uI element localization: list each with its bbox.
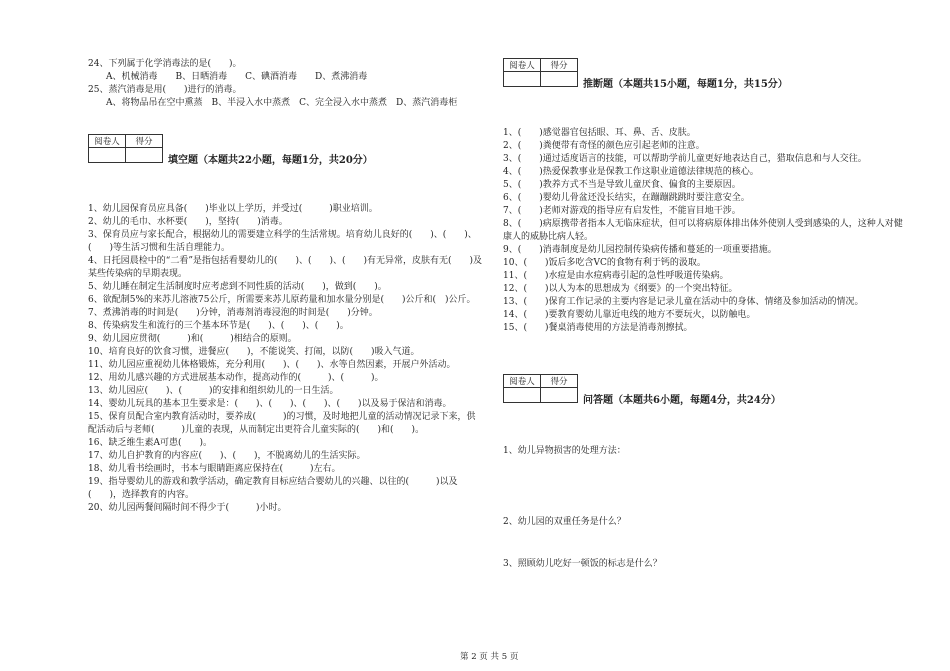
score-label: 得分 (541, 59, 578, 72)
judge-question: 6、( )婴幼儿骨盆还没长结实，在蹦蹦跳跳时要注意安全。 (503, 193, 750, 203)
judge-section-title: 推断题（本题共15小题，每题1分，共15分） (583, 79, 788, 90)
score-cell (541, 72, 578, 87)
score-table-judge (503, 58, 578, 87)
judge-question: 12、( )以人为本的思想成为《纲要》的一个突出特征。 (503, 284, 738, 294)
fill-question: 13、幼儿园应( )、( )的安排和组织幼儿的一日生活。 (88, 386, 339, 396)
qa-section-title: 问答题（本题共6小题，每题4分，共24分） (583, 395, 781, 406)
judge-question: 9、( )消毒制度是幼儿园控制传染病传播和蔓延的一项重要措施。 (503, 245, 777, 255)
judge-question: 5、( )教养方式不当是导致儿童厌食、偏食的主要原因。 (503, 180, 741, 190)
reviewer-label: 阅卷人 (89, 135, 126, 148)
fill-question: 3、保育员应与家长配合，根据幼儿的需要建立科学的生活常规。培育幼儿良好的( )、( )、( )等生活习惯和生活自理能力。 (88, 230, 477, 253)
qa-question: 2、幼儿园的双重任务是什么？ (503, 517, 626, 527)
fill-question: 18、幼儿看书绘画时，书本与眼睛距离应保持在( )左右。 (88, 464, 341, 474)
fill-question: 20、幼儿园两餐间隔时间不得少于( )小时。 (88, 503, 287, 513)
score-label: 得分 (126, 135, 163, 148)
judge-question: 4、( )热爱保教事业是保教工作这职业道德法律规范的核心。 (503, 167, 759, 177)
fill-question: 12、用幼儿感兴趣的方式进展基本动作，提高动作的( )、( )。 (88, 373, 384, 383)
fill-question: 16、缺乏维生素A可患( )。 (88, 438, 212, 448)
score-label: 得分 (541, 375, 578, 388)
question-25: 25、蒸汽消毒是用( )进行的消毒。 (88, 85, 242, 95)
fill-question: 1、幼儿园保育员应具备( )毕业以上学历，并受过( )职业培训。 (88, 204, 378, 214)
fill-question: 2、幼儿的毛巾、水杯要( )，坚持( )消毒。 (88, 217, 288, 227)
fill-questions (88, 203, 483, 515)
fill-question: 9、幼儿园应贯彻( )和( )相结合的原则。 (88, 334, 297, 344)
fill-section-title: 填空题（本题共22小题，每题1分，共20分） (168, 155, 373, 166)
question-25-options: A、将物品吊在空中熏蒸 B、半浸入水中蒸煮 C、完全浸入水中蒸煮 D、蒸汽消毒柜 (106, 98, 458, 108)
fill-question: 8、传染病发生和流行的三个基本环节是( )、( )、( )。 (88, 321, 349, 331)
question-24: 24、下列属于化学消毒法的是( )。 (88, 59, 242, 69)
fill-question: 15、保育员配合室内教育活动时，要养成( )的习惯，及时地把儿童的活动情况记录下来，供配活动后与老师( )儿童的表现，从而制定出更符合儿童实际的( )和( )。 (88, 412, 476, 435)
fill-question: 14、婴幼儿玩具的基本卫生要求是：( )、( )、( )、( )以及易于保洁和消毒。 (88, 399, 452, 409)
reviewer-cell (89, 148, 126, 163)
fill-question: 4、日托园晨检中的“二看”是指包括看婴幼儿的( )、( )、( )有无异常，皮肤有无( )及某些传染病的早期表现。 (88, 256, 483, 279)
reviewer-cell (504, 72, 541, 87)
judge-question: 15、( )餐桌消毒使用的方法是消毒剂擦拭。 (503, 323, 693, 333)
judge-question: 1、( )感觉器官包括眼、耳、鼻、舌、皮肤。 (503, 128, 696, 138)
fill-question: 19、指导婴幼儿的游戏和教学活动，确定教育目标应结合婴幼儿的兴趣、以往的( )以及( )，选择教育的内容。 (88, 477, 458, 500)
judge-question: 7、( )老师对游戏的指导应有启发性，不能盲目地干涉。 (503, 206, 741, 216)
fill-question: 7、煮沸消毒的时间是( )分钟，消毒剂消毒浸泡的时间是( )分钟。 (88, 308, 378, 318)
judge-question: 11、( )水痘是由水痘病毒引起的急性呼吸道传染病。 (503, 271, 729, 281)
judge-question: 8、( )病原携带者指本人无临床症状，但可以将病原体排出体外使别人受到感染的人，这种人对健康人的威胁比病人轻。 (503, 219, 903, 242)
page-footer: 第 2 页 共 5 页 (460, 652, 519, 662)
score-table-qa (503, 374, 578, 403)
judge-questions (503, 127, 903, 335)
qa-question: 3、照顾幼儿吃好一顿饭的标志是什么？ (503, 559, 662, 569)
fill-question: 6、欲配制5%的来苏儿溶液75公斤，所需要来苏儿原药量和加水量分别是( )公斤和( )公斤。 (88, 295, 476, 305)
reviewer-label: 阅卷人 (504, 375, 541, 388)
reviewer-label: 阅卷人 (504, 59, 541, 72)
score-cell (126, 148, 163, 163)
score-table-fill (88, 134, 163, 163)
fill-question: 5、幼儿睡在制定生活制度时应考虑到不同性质的活动( )，做到( )。 (88, 282, 387, 292)
score-cell (541, 388, 578, 403)
judge-question: 2、( )粪便带有奇怪的颜色应引起老师的注意。 (503, 141, 705, 151)
judge-question: 3、( )通过适度语言的技能，可以帮助学前儿童更好地表达自己，猎取信息和与人交往。 (503, 154, 867, 164)
fill-question: 11、幼儿园应重视幼儿体格锻炼，充分利用( )、( )、水等自然因素，开展户外活动。 (88, 360, 456, 370)
choice-questions (88, 58, 457, 110)
qa-question: 1、幼儿异物损害的处理方法： (503, 446, 626, 456)
question-24-options: A、机械消毒 B、日晒消毒 C、碘酒消毒 D、煮沸消毒 (106, 72, 368, 82)
judge-question: 10、( )饭后多吃含VC的食物有利于钙的汲取。 (503, 258, 706, 268)
judge-question: 14、( )要教育婴幼儿靠近电线的地方不要玩火，以防触电。 (503, 310, 756, 320)
reviewer-cell (504, 388, 541, 403)
fill-question: 17、幼儿自护教育的内容应( )、( )，不脱离幼儿的生活实际。 (88, 451, 366, 461)
judge-question: 13、( )保育工作记录的主要内容是记录儿童在活动中的身体、情绪及参加活动的情况。 (503, 297, 864, 307)
fill-question: 10、培育良好的饮食习惯，进餐应( )，不能说笑、打闹，以防( )吸入气道。 (88, 347, 420, 357)
